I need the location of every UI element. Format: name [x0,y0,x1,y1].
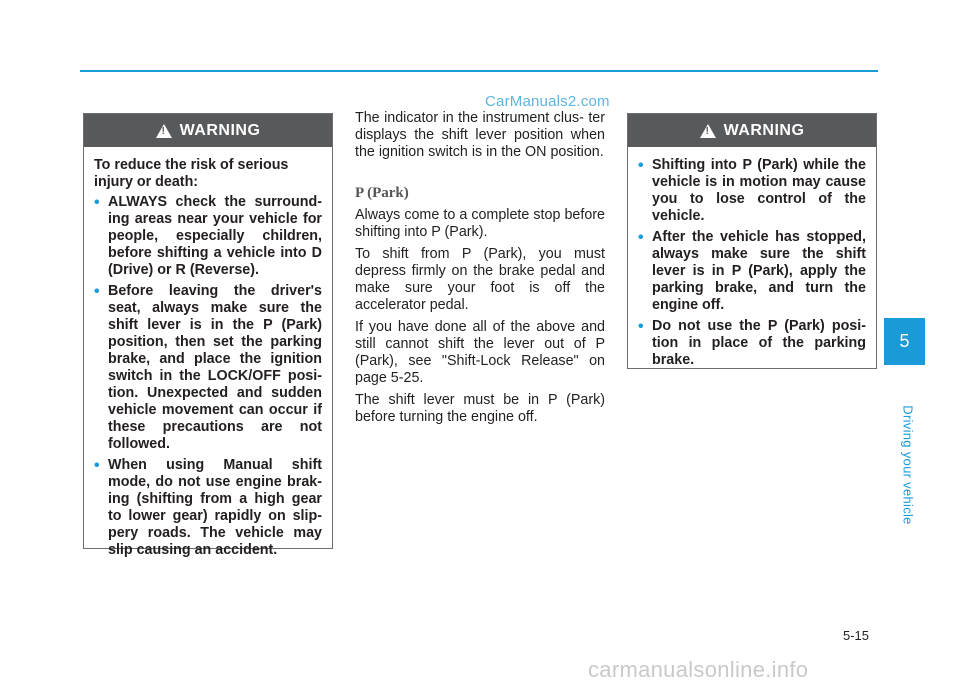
warning-item: • Do not use the P (Park) posi- tion in place of the parking brake. [638,318,866,369]
chapter-title-vertical [898,405,918,525]
watermark-bottom[interactable]: carmanualsonline.info [588,657,809,682]
chapter-title: Driving your vehicle [900,405,916,525]
body-paragraph: To shift from P (Park), you must depress firmly on the brake pedal and make sure your foot is off the accelerator pedal. [355,246,605,313]
warning-list [638,157,866,369]
body-paragraph: The shift lever must be in P (Park) before turning the engine off. [355,392,605,425]
warning-item: • Shifting into P (Park) while the vehicle is in motion may cause you to lose control of the vehicle. [638,157,866,225]
warning-header-label: WARNING [723,121,805,139]
warning-box-left [83,113,333,558]
page-number: 5-15 [843,628,870,643]
warning-item: • ALWAYS check the surround- ing areas near your vehicle for people, especially children, before shifting a vehicle into D (Drive) or R (Reverse). [94,194,322,279]
warning-intro: To reduce the risk of serious injury or death: [94,157,289,190]
warning-list [94,194,322,559]
body-paragraph: Always come to a complete stop before shifting into P (Park). [355,207,605,240]
watermark-top[interactable]: CarManuals2.com [485,93,610,110]
warning-item: • Before leaving the driver's seat, always make sure the shift lever is in the P (Park) position, then set the parking brake, and place the ignition switch in the LOCK/OFF posi- tion. Unexpected and sudden vehicle movement can occur if these precautions are not followed. [94,283,322,453]
warning-body [84,147,332,571]
warning-header-label: WARNING [179,121,261,139]
indicator-paragraph: The indicator in the instrument clus- ter displays the shift lever position when the ignition switch is in the ON position. [355,110,605,160]
warning-body [628,147,876,381]
warning-header [628,114,876,147]
top-rule [80,70,878,72]
warning-header [84,114,332,147]
body-paragraph: If you have done all of the above and still cannot shift the lever out of P (Park), see "Shift-Lock Release" on page 5-25. [355,319,605,386]
chapter-number-tab: 5 [884,318,925,365]
warning-triangle-icon [700,124,716,138]
warning-triangle-icon [156,124,172,138]
warning-item: • When using Manual shift mode, do not use engine brak- ing (shifting from a high gear to lower gear) rapidly on slip- pery roads. The vehicle may slip causing an accident. [94,457,322,559]
warning-item: • After the vehicle has stopped, always make sure the shift lever is in P (Park), apply the parking brake, and turn the engine off. [638,229,866,314]
warning-box-right [627,113,877,369]
section-heading-park: P (Park) [355,185,409,201]
main-text-column [355,110,605,431]
